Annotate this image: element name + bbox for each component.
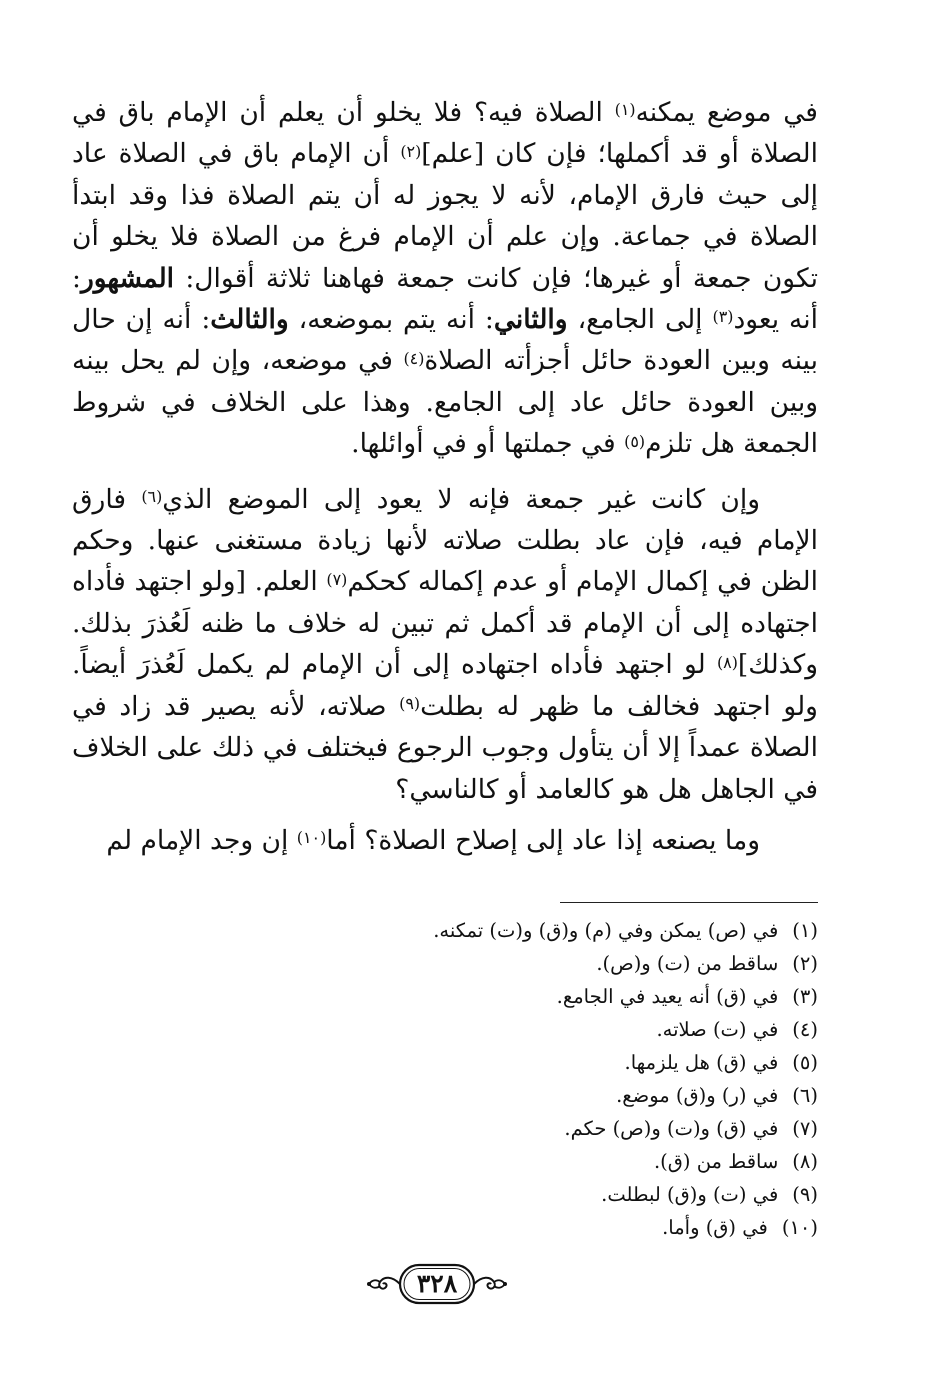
paragraph-1 (72, 92, 818, 465)
paragraph-2 (72, 479, 818, 810)
footnote-number: (٩) (792, 1183, 818, 1206)
footnote-text: في (ت) و(ق) لبطلت. (601, 1183, 779, 1206)
footnote-text: في (ق) أنه يعيد في الجامع. (556, 985, 779, 1008)
bold-term: المشهور (80, 262, 175, 294)
footnote-ref: (٢) (400, 141, 422, 161)
text-run: صلاته، لأنه يصير قد زاد في الصلاة عمداً إلا أن يتأول وجوب الرجوع فيختلف في ذلك على الخلاف في الجاهل هل هو كالعامد أو كالناسي؟ (72, 690, 818, 805)
footnote-divider (560, 902, 818, 903)
bold-term: والثالث (210, 304, 289, 336)
footnote-item (200, 1079, 818, 1112)
page-number-ornament (366, 1262, 508, 1308)
text-run: إن وجد الإمام لم (106, 824, 297, 856)
text-run: أن الإمام باق في الصلاة عاد إلى حيث فارق الإمام، لأنه لا يجوز له أن يتم الصلاة فذا وقد ابتدأ الصلاة في جماعة. وإن علم أن الإمام فرغ من الصلاة فلا يخلو أن تكون جمعة أو غيرها؛ فإن كانت جمعة فهاهنا ثلاثة أقوال: (72, 138, 818, 294)
text-run: فارق الإمام فيه، فإن عاد بطلت صلاته لأنها زيادة مستغنى عنها. وحكم الظن في إكمال الإمام أو عدم إكماله كحكم (72, 483, 818, 598)
footnote-number: (٣) (792, 985, 818, 1008)
main-text (72, 92, 818, 861)
footnote-item (200, 980, 818, 1013)
text-run: وما يصنعه إذا عاد إلى إصلاح الصلاة؟ أما (326, 824, 760, 856)
footnote-text: في (ص) يمكن وفي (م) و(ق) و(ت) تمكنه. (433, 919, 779, 942)
footnote-number: (٨) (792, 1150, 818, 1173)
footnote-text: ساقط من (ق). (653, 1150, 779, 1173)
text-run: العلم. [ولو اجتهد فأداه اجتهاده إلى أن الإمام قد أكمل ثم تبين له خلاف ما ظنه لَعُذرَ بذلك. وكذلك] (72, 566, 818, 681)
footnote-item (200, 1145, 818, 1178)
footnote-text: في (ر) و(ق) موضع. (616, 1084, 779, 1107)
footnote-item (200, 1013, 818, 1046)
footnote-ref: (٧) (326, 569, 348, 589)
footnote-ref: (٣) (712, 307, 734, 327)
footnote-text: في (ق) و(ت) و(ص) حكم. (564, 1117, 779, 1140)
footnote-item (200, 1112, 818, 1145)
text-run: : أنه إن حال بينه وبين العودة حائل أجزأته الصلاة (72, 304, 818, 377)
footnote-item (200, 1178, 818, 1211)
footnote-ref: (٨) (716, 652, 738, 672)
footnote-number: (٢) (792, 952, 818, 975)
footnote-text: في (ق) وأما. (662, 1216, 768, 1239)
footnote-item (200, 947, 818, 980)
footnote-item (200, 1046, 818, 1079)
footnote-number: (٧) (792, 1117, 818, 1140)
footnote-ref: (١٠) (296, 828, 327, 848)
footnote-ref: (١) (614, 100, 636, 120)
text-run: لو اجتهد فأداه اجتهاده إلى أن الإمام لم يكمل لَعُذرَ أيضاً. ولو اجتهد فخالف ما ظهر له بطلت (72, 649, 818, 722)
page-number: ٣٢٨ (416, 1269, 458, 1298)
footnotes-list (200, 914, 818, 1244)
bold-term: والثاني (493, 304, 568, 336)
footnote-number: (٥) (792, 1051, 818, 1074)
footnote-number: (٤) (792, 1018, 818, 1041)
text-run: الصلاة فيه؟ فلا يخلو أن يعلم أن الإمام باق في الصلاة أو قد أكملها؛ فإن كان [علم] (72, 97, 818, 170)
footnote-text: في (ت) صلاته. (656, 1018, 779, 1041)
text-run: في موضع يمكنه (635, 97, 818, 128)
footnote-ref: (٩) (399, 694, 421, 714)
text-run: في موضعه، وإن لم يحل بينه وبين العودة حائل عاد إلى الجامع. وهذا على الخلاف في شروط الجمعة هل تلزم (72, 345, 818, 460)
text-run: : أنه يتم بموضعه، (288, 304, 494, 336)
footnote-ref: (٦) (141, 487, 163, 507)
footnote-item (200, 914, 818, 947)
footnote-item (200, 1211, 818, 1244)
text-run: وإن كانت غير جمعة فإنه لا يعود إلى الموضع الذي (162, 483, 760, 515)
footnote-ref: (٥) (624, 431, 646, 451)
footnote-text: ساقط من (ت) و(ص). (596, 952, 779, 975)
footnote-number: (١٠) (781, 1216, 818, 1239)
paragraph-3 (72, 820, 818, 861)
footnote-ref: (٤) (403, 348, 425, 368)
text-run: في جملتها أو في أوائلها. (351, 428, 625, 460)
footnote-number: (٦) (792, 1084, 818, 1107)
footnote-text: في (ق) هل يلزمها. (624, 1051, 779, 1074)
text-run: : أنه يعود (72, 262, 818, 336)
text-run: إلى الجامع، (567, 304, 713, 336)
footnote-number: (١) (792, 919, 818, 942)
